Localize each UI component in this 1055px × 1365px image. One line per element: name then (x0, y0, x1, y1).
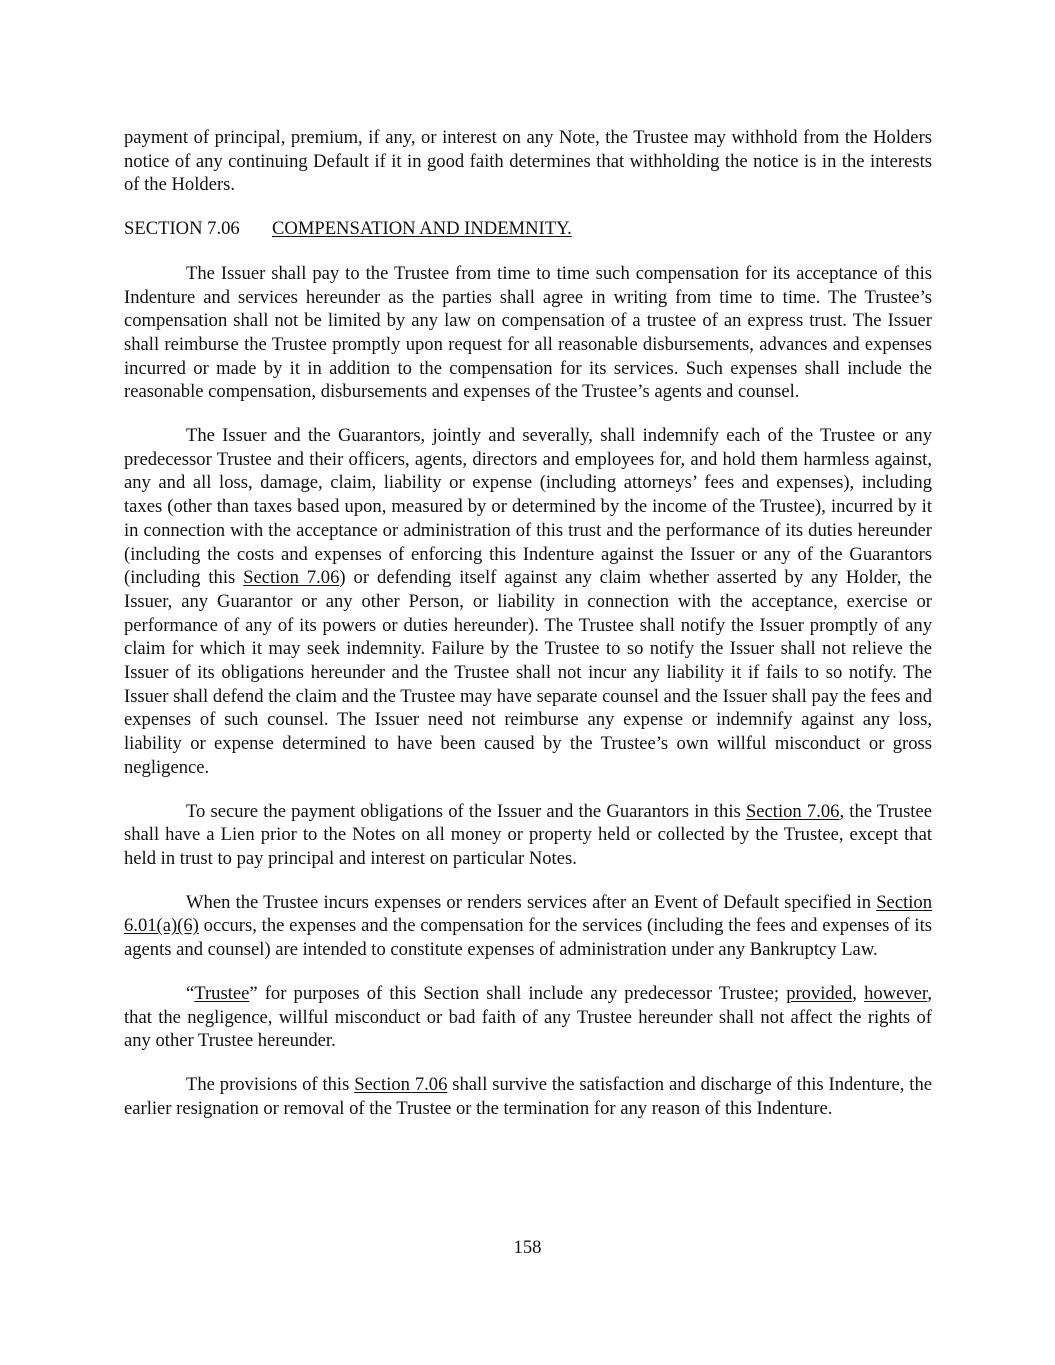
text-run: “ (186, 982, 195, 1004)
however-term: however (864, 982, 928, 1004)
indemnity-paragraph (124, 424, 932, 780)
lien-paragraph (124, 800, 932, 871)
survival-paragraph (124, 1073, 932, 1120)
text-run: ) or defending itself against any claim whether asserted by any Holder, the Issuer, any Guarantor or any other Person, or liability in connection with the acceptance, exercise or performance of any of its powers or duties hereunder). The Trustee shall notify the Issuer promptly of any claim for which it may seek indemnity. Failure by the Trustee to so notify the Issuer shall not relieve the Issuer of its obligations hereunder and the Trustee shall not incur any liability it if fails to so notify. The Issuer shall defend the claim and the Trustee may have separate counsel and the Issuer shall pay the fees and expenses of such counsel. The Issuer need not reimburse any expense or indemnify against any loss, liability or expense determined to have been caused by the Trustee’s own willful misconduct or gross negligence. (124, 567, 933, 778)
text-run: The Issuer and the Guarantors, jointly and severally, shall indemnify each of the Trustee or any predecessor Trustee and their officers, agents, directors and employees for, and hold them harmless against, any and all loss, damage, claim, liability or expense (including attorneys’ fees and expenses), including taxes (other than taxes based upon, measured by or determined by the income of the Trustee), incurred by it in connection with the acceptance or administration of this trust and the performance of its duties hereunder (including the costs and expenses of enforcing this Indenture against the Issuer or any of the Guarantors (including this (124, 425, 932, 589)
page-number: 158 (513, 1237, 542, 1258)
document-page (124, 126, 932, 1140)
compensation-paragraph: The Issuer shall pay to the Trustee from time to time such compensation for its acceptance of this Indenture and services hereunder as the parties shall agree in writing from time to time. The Trustee’s compensation shall not be limited by any law on compensation of a trustee of an express trust. The Issuer shall reimburse the Trustee promptly upon request for all reasonable disbursements, advances and expenses incurred or made by it in addition to the compensation for its services. Such expenses shall include the reasonable compensation, disbursements and expenses of the Trustee’s agents and counsel. (124, 262, 932, 403)
text-run: The provisions of this (186, 1073, 355, 1095)
section-number: SECTION 7.06 (124, 218, 240, 240)
text-run: When the Trustee incurs expenses or renders services after an Event of Default specified in (186, 891, 877, 913)
text-run: occurs, the expenses and the compensation for the services (including the fees and expenses of its agents and counsel) are intended to constitute expenses of administration under any Bankruptcy Law. (124, 915, 932, 961)
text-run: , that the negligence, willful misconduct or bad faith of any Trustee hereunder shall not affect the rights of any other Trustee hereunder. (124, 982, 932, 1052)
provided-term: provided (786, 982, 853, 1004)
text-run: shall survive the satisfaction and discharge of this Indenture, the earlier resignation or removal of the Trustee or the termination for any reason of this Indenture. (124, 1073, 932, 1119)
trustee-definition-paragraph (124, 982, 932, 1053)
text-run: , the Trustee shall have a Lien prior to the Notes on all money or property held or collected by the Trustee, except that held in trust to pay principal and interest on particular Notes. (124, 800, 932, 869)
section-reference-link[interactable]: Section 6.01(a)(6) (124, 891, 932, 937)
section-reference-link[interactable]: Section 7.06 (745, 800, 840, 822)
event-of-default-paragraph (124, 891, 932, 962)
text-run: To secure the payment obligations of the Issuer and the Guarantors in this (186, 800, 746, 822)
text-run: ” for purposes of this Section shall include any predecessor Trustee; (249, 982, 787, 1004)
section-reference-link[interactable]: Section 7.06 (243, 567, 340, 589)
section-title: COMPENSATION AND INDEMNITY. (272, 218, 572, 240)
text-run: , (852, 982, 865, 1004)
defined-term: Trustee (194, 982, 250, 1004)
continuation-paragraph: payment of principal, premium, if any, or interest on any Note, the Trustee may withhold from the Holders notice of any continuing Default if it in good faith determines that withholding the notice is in the interests of the Holders. (124, 127, 932, 196)
section-reference-link[interactable]: Section 7.06 (354, 1073, 448, 1095)
section-heading (124, 217, 932, 241)
